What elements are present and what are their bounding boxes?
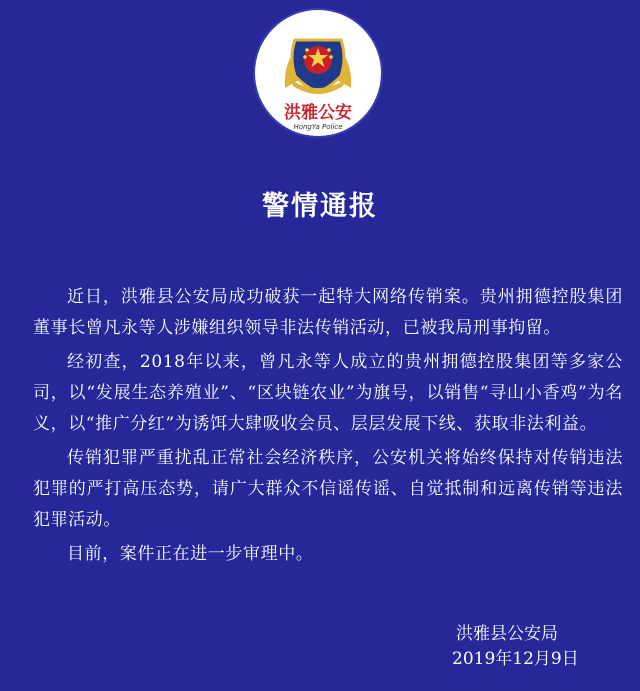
police-badge-icon — [255, 10, 381, 136]
paragraph: 目前，案件正在进一步审理中。 — [67, 544, 314, 564]
paragraph: 近日，洪雅县公安局成功破获一起特大网络传销案。贵州拥德控股集团董事长曾凡永等人涉嫌组织领导非法传销活动，已被我局刑事拘留。 — [33, 287, 623, 338]
signature-org: 洪雅县公安局 — [456, 624, 558, 644]
paragraph: 传销犯罪严重扰乱正常社会经济秩序，公安机关将始终保持对传销违法犯罪的严打高压态势，请广大群众不信谣传谣、自觉抵制和远离传销等违法犯罪活动。 — [33, 448, 623, 530]
notice-body — [33, 282, 623, 573]
svg-text:HongYa Police: HongYa Police — [293, 123, 343, 131]
page-title: 警情通报 — [262, 191, 378, 222]
signature-block — [452, 622, 632, 672]
signature-date: 2019年12月9日 — [452, 649, 579, 669]
svg-text:洪雅公安: 洪雅公安 — [284, 103, 352, 123]
paragraph: 经初查，2018年以来，曾凡永等人成立的贵州拥德控股集团等多家公司，以“发展生态养殖业”、“区块链农业”为旗号，以销售“寻山小香鸡”为名义，以“推广分红”为诱饵大肆吸收会员、层层发展下线、获取非法利益。 — [33, 352, 623, 434]
